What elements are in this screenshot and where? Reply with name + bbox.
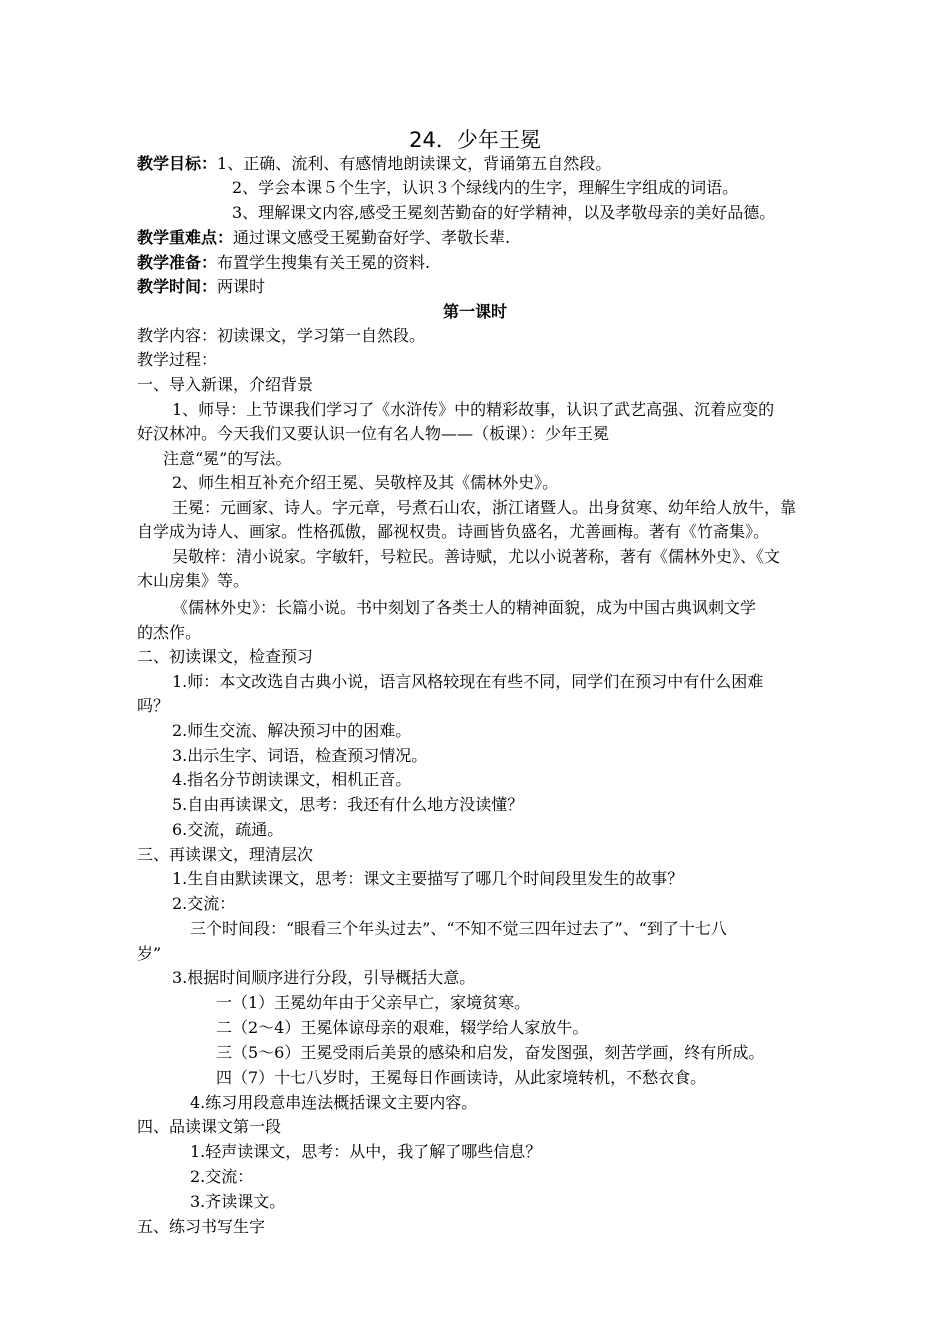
key-label: 教学重难点： — [137, 228, 234, 247]
goal-label: 教学目标： — [137, 154, 218, 173]
section-heading: 二、初读课文，检查预习 — [137, 647, 314, 666]
body-line: 2、师生相互补充介绍王冕、吴敬梓及其《儒林外史》。 — [172, 473, 559, 492]
body-line: 1、师导：上节课我们学习了《水浒传》中的精彩故事，认识了武艺高强、沉着应变的 — [172, 400, 775, 419]
paragraph-summary: 四（7）十七八岁时，王冕每日作画读诗，从此家境转机，不愁衣食。 — [216, 1068, 707, 1087]
body-line: 4.指名分节朗读课文，相机正音。 — [172, 770, 412, 789]
body-line: 岁” — [137, 944, 162, 963]
body-line: 1.轻声读课文，思考：从中，我了解了哪些信息？ — [190, 1142, 542, 1161]
prep-label: 教学准备： — [137, 253, 218, 272]
body-line: 2.交流： — [172, 894, 236, 913]
section-heading: 五、练习书写生字 — [137, 1217, 266, 1236]
goal-3: 3、理解课文内容,感受王冕刻苦勤奋的好学精神，以及孝敬母亲的美好品德。 — [232, 203, 776, 222]
paragraph-summary: 二（2～4）王冕体谅母亲的艰难，辍学给人家放牛。 — [216, 1018, 589, 1037]
body-line: 三个时间段：“眼看三个年头过去”、“不知不觉三四年过去了”、“到了十七八 — [190, 919, 727, 938]
body-line: 3.根据时间顺序进行分段，引导概括大意。 — [172, 968, 476, 987]
body-line: 《儒林外史》：长篇小说。书中刻划了各类士人的精神面貌，成为中国古典讽刺文学 — [172, 598, 757, 617]
body-line: 4.练习用段意串连法概括课文主要内容。 — [190, 1093, 478, 1112]
body-line: 教学过程： — [137, 350, 218, 369]
body-line: 木山房集》等。 — [137, 571, 250, 590]
body-line: 5.自由再读课文，思考：我还有什么地方没读懂？ — [172, 795, 524, 814]
goals-row — [137, 152, 611, 176]
key-text: 通过课文感受王冕勤奋好学、孝敬长辈. — [233, 228, 511, 247]
body-line: 注意“冕”的写法。 — [163, 449, 292, 468]
body-line: 2.师生交流、解决预习中的困难。 — [172, 721, 412, 740]
body-line: 3.出示生字、词语，检查预习情况。 — [172, 746, 428, 765]
body-line: 1.师：本文改选自古典小说，语言风格较现在有些不同，同学们在预习中有什么困难 — [172, 672, 764, 691]
time-label: 教学时间： — [137, 277, 218, 296]
body-line: 1.生自由默读课文，思考：课文主要描写了哪几个时间段里发生的故事？ — [172, 869, 684, 888]
goal-1: 1、正确、流利、有感情地朗读课文，背诵第五自然段。 — [217, 154, 612, 173]
page-title: 24．少年王冕 — [409, 128, 541, 152]
preparation-row — [137, 251, 430, 275]
time-row — [137, 275, 265, 299]
body-line: 自学成为诗人、画家。性格孤傲，鄙视权贵。诗画皆负盛名，尤善画梅。著有《竹斋集》。 — [137, 522, 770, 541]
body-line: 2.交流： — [190, 1167, 254, 1186]
body-line: 好汉林冲。今天我们又要认识一位有名人物——（板课）：少年王冕 — [137, 424, 610, 443]
body-line: 王冕：元画家、诗人。字元章，号煮石山农，浙江诸暨人。出身贫寒、幼年给人放牛，靠 — [172, 498, 797, 517]
section-heading: 四、品读课文第一段 — [137, 1117, 282, 1136]
paragraph-summary: 三（5～6）王冕受雨后美景的感染和启发，奋发图强，刻苦学画，终有所成。 — [216, 1043, 765, 1062]
time-text: 两课时 — [217, 277, 266, 296]
goal-2: 2、学会本课５个生字，认识３个绿线内的生字，理解生字组成的词语。 — [232, 178, 739, 197]
paragraph-summary: 一（1）王冕幼年由于父亲早亡，家境贫寒。 — [216, 993, 531, 1012]
lesson-heading: 第一课时 — [442, 302, 507, 321]
key-points-row — [137, 226, 510, 250]
prep-text: 布置学生搜集有关王冕的资料. — [217, 253, 431, 272]
body-line: 的杰作。 — [137, 623, 202, 642]
section-heading: 三、再读课文，理清层次 — [137, 845, 314, 864]
section-heading: 一、导入新课，介绍背景 — [137, 375, 314, 394]
body-line: 吴敬梓：清小说家。字敏轩，号粒民。善诗赋，尤以小说著称，著有《儒林外史》、《文 — [172, 547, 781, 566]
body-line: 6.交流，疏通。 — [172, 820, 284, 839]
body-line: 吗？ — [137, 696, 170, 715]
body-line: 教学内容：初读课文，学习第一自然段。 — [137, 326, 426, 345]
body-line: 3.齐读课文。 — [190, 1192, 286, 1211]
